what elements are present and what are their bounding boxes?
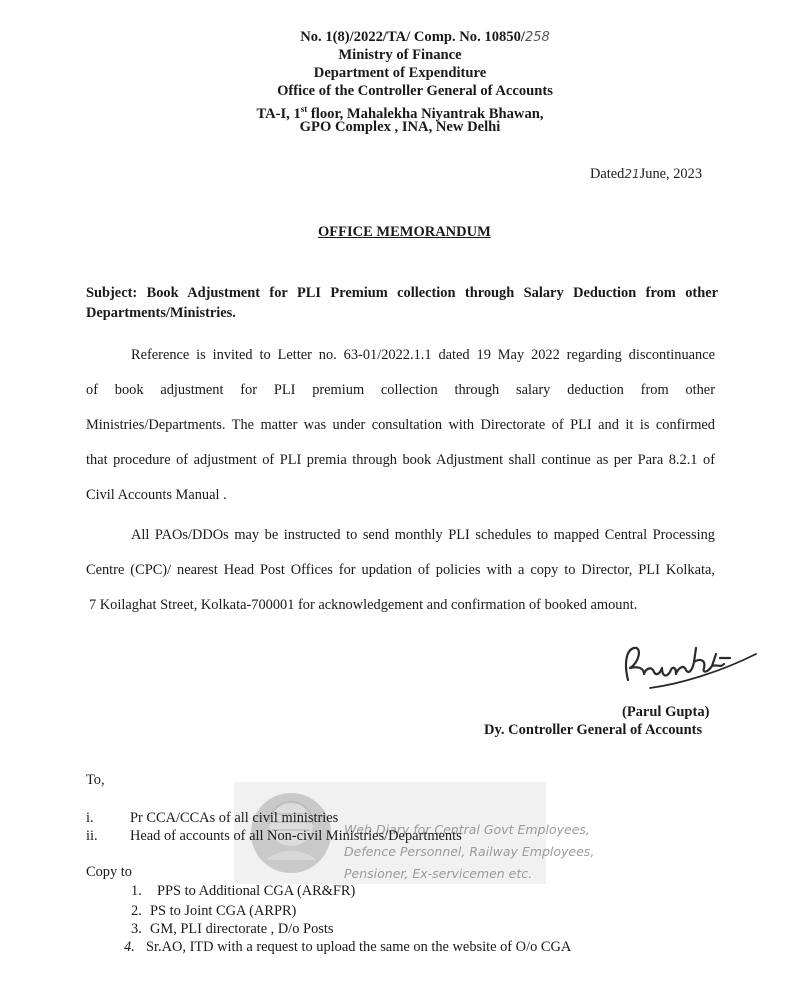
copy-to-label: Copy to [86, 864, 132, 880]
address-part-a: TA-I, 1 [256, 105, 301, 122]
reference-number [0, 28, 800, 47]
signatory-designation: Dy. Controller General of Accounts [484, 722, 703, 738]
copy-item-4-num: 4. [124, 939, 135, 955]
copy-item-1-num: 1. [131, 883, 142, 899]
para1-line4: that procedure of adjustment of PLI premia through book Adjustment shall continue as per Para 8.2.1 of [86, 452, 715, 468]
office-name: Office of the Controller General of Accounts [277, 83, 553, 99]
document-title: OFFICE MEMORANDUM [318, 224, 491, 240]
copy-item-2-num: 2. [131, 903, 142, 919]
watermark-text-line1: Web Diary for Central Govt Employees, [344, 822, 590, 837]
to-label: To, [86, 772, 105, 788]
reference-number-handwritten: 258 [524, 30, 550, 45]
reference-number-printed: No. 1(8)/2022/TA/ Comp. No. 10850/ [300, 29, 525, 45]
para2-line1: All PAOs/DDOs may be instructed to send monthly PLI schedules to mapped Central Processing [131, 527, 715, 543]
date-handwritten-day: 21 [624, 167, 640, 181]
signature-mark [610, 628, 760, 698]
copy-item-4-text: Sr.AO, ITD with a request to upload the same on the website of O/o CGA [146, 939, 572, 955]
para2-line2: Centre (CPC)/ nearest Head Post Offices for updation of policies with a copy to Director, PLI Kolkata, [86, 562, 715, 578]
subject-line: Subject: Book Adjustment for PLI Premium collection through Salary Deduction from other Departments/Ministries. [86, 285, 718, 321]
to-item-1-num: i. [86, 810, 94, 826]
to-item-2-text: Head of accounts of all Non-civil Ministries/Departments [130, 828, 462, 844]
para1-line1: Reference is invited to Letter no. 63-01/2022.1.1 dated 19 May 2022 regarding discontinuance [131, 347, 715, 363]
copy-item-3-num: 3. [131, 921, 142, 937]
copy-item-2-text: PS to Joint CGA (ARPR) [150, 903, 297, 919]
to-item-1-text: Pr CCA/CCAs of all civil ministries [130, 810, 339, 826]
copy-item-3-text: GM, PLI directorate , D/o Posts [150, 921, 334, 937]
date-suffix: June, 2023 [639, 166, 703, 182]
address-part-b: floor, Mahalekha Niyantrak Bhawan, [307, 105, 544, 122]
watermark-text-line2: Defence Personnel, Railway Employees, [344, 844, 595, 859]
department-name: Department of Expenditure [313, 65, 487, 81]
para1-line2: of book adjustment for PLI premium collection through salary deduction from other [86, 382, 715, 398]
address-superscript: st [300, 104, 308, 114]
ministry-name: Ministry of Finance [338, 47, 462, 63]
para2-line3: 7 Koilaghat Street, Kolkata-700001 for acknowledgement and confirmation of booked amount. [89, 597, 638, 613]
watermark-text-line3: Pensioner, Ex-servicemen etc. [344, 866, 533, 881]
date-prefix: Dated [590, 166, 625, 182]
copy-item-1-text: PPS to Additional CGA (AR&FR) [157, 883, 356, 899]
to-item-2-num: ii. [86, 828, 98, 844]
signatory-name: (Parul Gupta) [622, 704, 710, 720]
date-line [590, 166, 702, 183]
para1-line3: Ministries/Departments. The matter was under consultation with Directorate of PLI and it is confirmed [86, 417, 715, 433]
para1-line5: Civil Accounts Manual . [86, 487, 227, 503]
office-address-line2: GPO Complex , INA, New Delhi [299, 119, 501, 135]
